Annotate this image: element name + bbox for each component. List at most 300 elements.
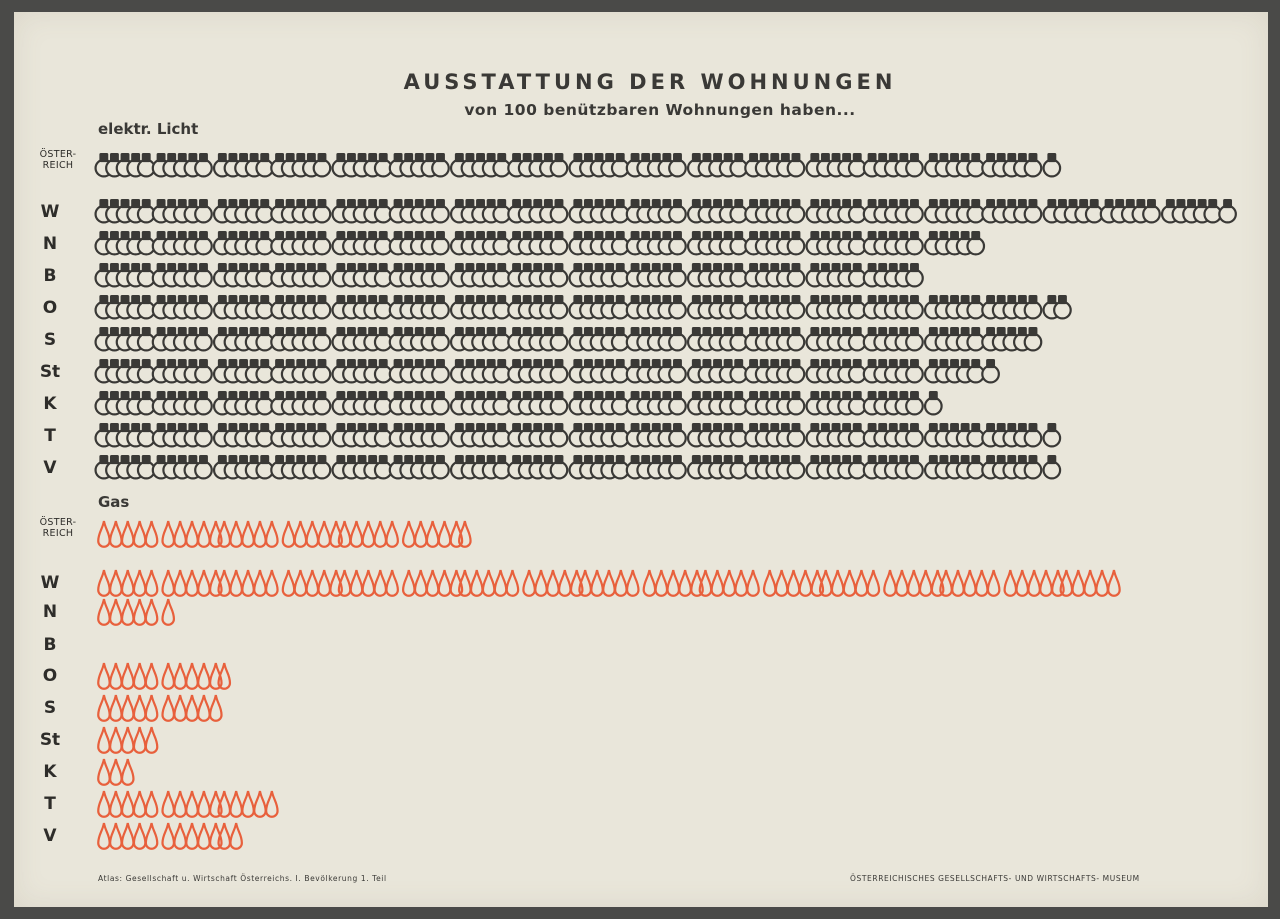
gas-flame-icon [920,570,931,596]
row-label: V [43,458,57,478]
gas-flame-icon [667,570,678,596]
light-bulb-icon [432,391,449,414]
light-bulb-icon [849,153,866,176]
light-bulb-icon [314,295,331,318]
light-bulb-icon [906,295,923,318]
light-bulb-icon [1044,455,1061,478]
gas-flame-icon [134,570,145,596]
light-bulb-icon [669,423,686,446]
gas-flame-icon [1073,570,1084,596]
light-bulb-icon [195,391,212,414]
light-bulb-icon [612,295,629,318]
light-bulb-icon [432,295,449,318]
light-bulb-icon [432,263,449,286]
light-bulb-icon [669,263,686,286]
light-bulb-icon [256,295,273,318]
gas-flame-icon [122,695,133,721]
gas-flame-icon [122,521,133,547]
light-bulb-icon [730,199,747,222]
gas-flame-icon [644,570,655,596]
light-bulb-icon [256,391,273,414]
gas-flame-icon [110,521,121,547]
gas-flame-icon [174,663,185,689]
light-bulb-icon [195,295,212,318]
gas-flame-icon [988,570,999,596]
light-bulb-icon [788,423,805,446]
gas-flame-icon [363,570,374,596]
gas-flame-icon [242,570,253,596]
gas-flame-icon [122,663,133,689]
light-bulb-icon [256,423,273,446]
gas-flame-icon [134,599,145,625]
gas-flame-icon [523,570,534,596]
light-bulb-icon [314,263,331,286]
gas-flame-icon [403,521,414,547]
gas-flame-icon [844,570,855,596]
light-bulb-icon [1025,153,1042,176]
light-bulb-icon [138,231,155,254]
light-bulb-icon [375,455,392,478]
light-bulb-icon [551,359,568,382]
chart-subtitle: von 100 benützbaren Wohnungen haben... [464,101,856,119]
gas-flame-icon [122,759,133,785]
light-bulb-icon [493,199,510,222]
gas-flame-icon [98,759,109,785]
light-bulb-icon [195,423,212,446]
light-bulb-icon [612,359,629,382]
gas-flame-icon [174,791,185,817]
light-bulb-icon [551,153,568,176]
gas-flame-icon [788,570,799,596]
gas-flame-icon [427,570,438,596]
gas-flame-icon [266,570,277,596]
light-bulb-icon [138,199,155,222]
light-bulb-icon [432,231,449,254]
gas-flame-icon [198,823,209,849]
light-bulb-icon [314,231,331,254]
light-bulb-icon [730,263,747,286]
light-bulb-icon [788,359,805,382]
gas-flame-icon [110,791,121,817]
light-bulb-icon [669,295,686,318]
light-bulb-icon [256,199,273,222]
light-bulb-icon [669,199,686,222]
gas-flame-icon [254,791,265,817]
gas-flame-icon [295,521,306,547]
gas-flame-icon [98,663,109,689]
light-bulb-icon [906,327,923,350]
gas-flame-icon [110,599,121,625]
gas-flame-icon [627,570,638,596]
row-label: K [43,762,57,782]
gas-flame-icon [679,570,690,596]
light-bulb-icon [788,455,805,478]
light-bulb-icon [906,263,923,286]
light-bulb-icon [849,199,866,222]
light-bulb-icon [375,327,392,350]
light-bulb-icon [967,359,984,382]
light-bulb-icon [256,153,273,176]
gas-flame-icon [318,570,329,596]
gas-flame-icon [884,570,895,596]
gas-flame-icon [1108,570,1119,596]
gas-flame-icon [547,570,558,596]
gas-flame-icon [110,823,121,849]
gas-flame-icon [307,521,318,547]
light-bulb-icon [669,327,686,350]
gas-flame-icon [295,570,306,596]
light-bulb-icon [551,263,568,286]
gas-flame-icon [198,791,209,817]
gas-flame-icon [375,521,386,547]
light-bulb-icon [967,295,984,318]
gas-flame-icon [375,570,386,596]
gas-flame-icon [134,791,145,817]
gas-flame-icon [174,823,185,849]
light-bulb-icon [375,263,392,286]
light-bulb-icon [138,423,155,446]
light-bulb-icon [669,153,686,176]
light-bulb-icon [1025,199,1042,222]
light-bulb-icon [432,199,449,222]
light-bulb-icon [314,359,331,382]
light-bulb-icon [967,231,984,254]
gas-flame-icon [242,791,253,817]
light-bulb-icon [849,391,866,414]
gas-flame-icon [403,570,414,596]
gas-flame-icon [764,570,775,596]
light-bulb-icon [493,153,510,176]
gas-flame-icon [110,695,121,721]
gas-flame-icon [776,570,787,596]
row-label: S [43,698,57,718]
row-label: T [44,794,56,814]
light-bulb-icon [1143,199,1160,222]
gas-flame-icon [591,570,602,596]
light-bulb-icon [138,391,155,414]
gas-flame-icon [868,570,879,596]
gas-flame-icon [1084,570,1095,596]
gas-flame-icon [210,695,221,721]
gas-flame-icon [283,570,294,596]
light-bulb-icon [612,231,629,254]
light-bulb-icon [849,263,866,286]
light-bulb-icon [551,231,568,254]
light-bulb-icon [195,327,212,350]
light-bulb-icon [551,455,568,478]
light-bulb-icon [730,455,747,478]
light-bulb-icon [730,359,747,382]
gas-flame-icon [363,521,374,547]
light-bulb-icon [788,263,805,286]
light-bulb-icon [849,327,866,350]
light-bulb-icon [493,423,510,446]
light-bulb-icon [432,423,449,446]
gas-flame-icon [122,727,133,753]
gas-flame-icon [266,791,277,817]
row-label: S [43,330,57,350]
light-bulb-icon [138,153,155,176]
gas-flame-icon [415,521,426,547]
light-bulb-icon [1044,423,1061,446]
gas-flame-icon [134,695,145,721]
light-bulb-icon [375,231,392,254]
row-label: B [43,635,57,655]
gas-flame-icon [186,663,197,689]
row-label: ÖSTER- REICH [39,517,77,539]
gas-flame-icon [439,570,450,596]
light-bulb-icon [1025,455,1042,478]
light-bulb-icon [788,327,805,350]
light-bulb-icon [314,327,331,350]
light-bulb-icon [906,199,923,222]
gas-flame-icon [98,570,109,596]
row-label: St [39,730,61,750]
light-bulb-icon [314,199,331,222]
light-bulb-icon [375,199,392,222]
gas-flame-icon [318,521,329,547]
light-bulb-icon [493,455,510,478]
gas-flame-icon [266,521,277,547]
gas-flame-icon [254,570,265,596]
gas-flame-icon [495,570,506,596]
light-bulb-icon [612,199,629,222]
light-bulb-icon [982,359,999,382]
light-bulb-icon [849,423,866,446]
gas-flame-icon [230,791,241,817]
light-bulb-icon [256,359,273,382]
gas-flame-icon [134,521,145,547]
light-bulb-icon [849,359,866,382]
gas-flame-icon [146,727,157,753]
light-bulb-icon [669,359,686,382]
light-bulb-icon [1044,153,1061,176]
row-label: O [42,666,58,686]
section-label-gas: Gas [98,493,130,511]
gas-flame-icon [146,663,157,689]
light-bulb-icon [195,455,212,478]
light-bulb-icon [256,455,273,478]
gas-flame-icon [735,570,746,596]
light-bulb-icon [906,359,923,382]
gas-flame-icon [174,521,185,547]
gas-flame-icon [146,599,157,625]
gas-flame-icon [800,570,811,596]
gas-flame-icon [712,570,723,596]
gas-flame-icon [254,521,265,547]
gas-flame-icon [386,521,397,547]
gas-flame-icon [559,570,570,596]
gas-flame-icon [146,570,157,596]
light-bulb-icon [612,423,629,446]
row-label: St [39,362,61,382]
gas-flame-icon [98,695,109,721]
light-bulb-icon [730,153,747,176]
gas-flame-icon [186,823,197,849]
chart-title: AUSSTATTUNG DER WOHNUNGEN [403,70,897,94]
gas-flame-icon [110,663,121,689]
gas-flame-icon [146,695,157,721]
light-bulb-icon [967,199,984,222]
row-label: ÖSTER- REICH [39,149,77,171]
light-bulb-icon [493,359,510,382]
gas-flame-icon [351,570,362,596]
gas-flame-icon [1005,570,1016,596]
gas-flame-icon [162,599,173,625]
gas-flame-icon [186,695,197,721]
gas-flame-icon [908,570,919,596]
light-bulb-icon [138,455,155,478]
gas-flame-icon [656,570,667,596]
light-bulb-icon [314,391,331,414]
footer-museum: ÖSTERREICHISCHES GESELLSCHAFTS- UND WIRTSCHAFTS- MUSEUM [850,874,1140,883]
row-label: W [40,202,60,222]
light-bulb-icon [195,199,212,222]
light-bulb-icon [730,327,747,350]
gas-flame-icon [964,570,975,596]
light-bulb-icon [493,295,510,318]
light-bulb-icon [432,153,449,176]
gas-flame-icon [146,823,157,849]
gas-flame-icon [162,791,173,817]
light-bulb-icon [906,455,923,478]
gas-flame-icon [747,570,758,596]
light-bulb-icon [375,423,392,446]
light-bulb-icon [195,153,212,176]
light-bulb-icon [375,391,392,414]
light-bulb-icon [375,295,392,318]
light-bulb-icon [788,199,805,222]
light-bulb-icon [906,391,923,414]
light-bulb-icon [432,455,449,478]
light-bulb-icon [493,327,510,350]
light-bulb-icon [612,455,629,478]
row-label: B [43,266,57,286]
row-label: V [43,826,57,846]
light-bulb-icon [967,327,984,350]
light-bulb-icon [612,263,629,286]
gas-flame-icon [535,570,546,596]
gas-flame-icon [198,570,209,596]
light-bulb-icon [256,327,273,350]
gas-flame-icon [230,823,241,849]
gas-flame-icon [198,663,209,689]
gas-flame-icon [174,570,185,596]
gas-flame-icon [162,570,173,596]
row-label: N [42,234,58,254]
light-bulb-icon [612,327,629,350]
light-bulb-icon [314,423,331,446]
gas-flame-icon [832,570,843,596]
light-bulb-icon [730,391,747,414]
light-bulb-icon [967,153,984,176]
light-bulb-icon [730,295,747,318]
light-bulb-icon [375,153,392,176]
light-bulb-icon [669,455,686,478]
gas-flame-icon [1028,570,1039,596]
gas-flame-icon [230,570,241,596]
gas-flame-icon [603,570,614,596]
gas-flame-icon [122,791,133,817]
light-bulb-icon [256,231,273,254]
light-bulb-icon [669,391,686,414]
light-bulb-icon [849,295,866,318]
gas-flame-icon [1040,570,1051,596]
light-bulb-icon [1054,295,1071,318]
gas-flame-icon [471,570,482,596]
light-bulb-icon [551,295,568,318]
light-bulb-icon [138,263,155,286]
gas-flame-icon [976,570,987,596]
gas-flame-icon [483,570,494,596]
light-bulb-icon [730,423,747,446]
light-bulb-icon [551,327,568,350]
light-bulb-icon [493,231,510,254]
gas-flame-icon [307,570,318,596]
gas-flame-icon [110,570,121,596]
gas-flame-icon [134,727,145,753]
light-bulb-icon [551,423,568,446]
gas-flame-icon [110,727,121,753]
light-bulb-icon [493,391,510,414]
light-bulb-icon [432,327,449,350]
gas-flame-icon [186,791,197,817]
gas-flame-icon [134,663,145,689]
light-bulb-icon [788,231,805,254]
light-bulb-icon [925,391,942,414]
section-label-light: elektr. Licht [98,120,199,138]
gas-flame-icon [230,521,241,547]
light-bulb-icon [612,391,629,414]
light-bulb-icon [432,359,449,382]
gas-flame-icon [122,599,133,625]
gas-flame-icon [198,695,209,721]
light-bulb-icon [314,455,331,478]
light-bulb-icon [1025,327,1042,350]
gas-flame-icon [98,599,109,625]
row-label: N [42,602,58,622]
light-bulb-icon [906,423,923,446]
light-bulb-icon [730,231,747,254]
gas-flame-icon [198,521,209,547]
gas-flame-icon [186,570,197,596]
row-label: O [42,298,58,318]
light-bulb-icon [1204,199,1221,222]
gas-flame-icon [856,570,867,596]
light-bulb-icon [256,263,273,286]
gas-flame-icon [439,521,450,547]
gas-flame-icon [386,570,397,596]
light-bulb-icon [551,199,568,222]
row-label: K [43,394,57,414]
gas-flame-icon [98,727,109,753]
gas-flame-icon [162,663,173,689]
gas-flame-icon [615,570,626,596]
light-bulb-icon [314,153,331,176]
light-bulb-icon [849,231,866,254]
gas-flame-icon [896,570,907,596]
gas-flame-icon [1096,570,1107,596]
light-bulb-icon [195,359,212,382]
gas-flame-icon [162,695,173,721]
light-bulb-icon [967,455,984,478]
gas-flame-icon [186,521,197,547]
light-bulb-icon [138,327,155,350]
light-bulb-icon [967,423,984,446]
row-label: T [44,426,56,446]
gas-flame-icon [110,759,121,785]
row-label: W [40,573,60,593]
